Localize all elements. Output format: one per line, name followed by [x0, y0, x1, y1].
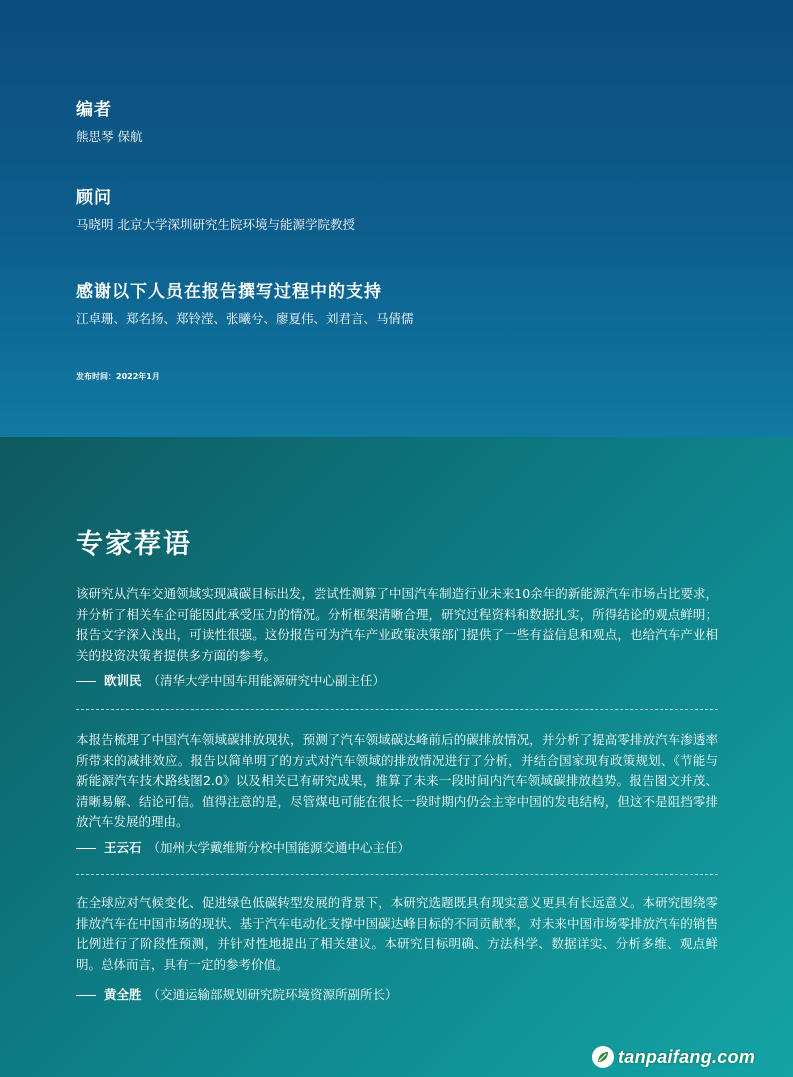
thanks-heading: 感谢以下人员在报告撰写过程中的支持 [76, 282, 382, 302]
divider-1 [76, 709, 718, 710]
leaf-logo-icon [592, 1046, 614, 1068]
review-3-author: 黄全胜 [104, 987, 142, 1002]
signature-dash [76, 848, 96, 849]
credits-section [0, 0, 793, 437]
editors-heading: 编者 [76, 100, 112, 120]
advisor-name: 马晓明 北京大学深圳研究生院环境与能源学院教授 [76, 217, 355, 232]
review-2-text: 本报告梳理了中国汽车领域碳排放现状，预测了汽车领域碳达峰前后的碳排放情况，并分析了提高零排放汽车渗透率所带来的减排效应。报告以简单明了的方式对汽车领域的排放情况进行了分析，并结合国家现有政策规划、《节能与新能源汽车技术路线图2.0》以及相关已有研究成果，推算了未来一段时间内汽车领域碳排放趋势。报告图文并茂、清晰易解、结论可信。值得注意的是，尽管煤电可能在很长一段时期内仍会主宰中国的发电结构，但这不是阻挡零排放汽车发展的理由。 [76, 732, 718, 829]
review-1-signature [76, 671, 385, 689]
review-2-author: 王云石 [104, 840, 142, 855]
expert-section-title: 专家荐语 [76, 529, 192, 560]
review-2-signature [76, 838, 410, 856]
watermark-text: tanpaifang.com [618, 1046, 756, 1067]
tanpaifang-watermark [592, 1044, 755, 1070]
editors-names: 熊思琴 保航 [76, 129, 143, 144]
review-2 [76, 730, 718, 833]
review-1-affiliation: （清华大学中国车用能源研究中心副主任） [147, 673, 386, 688]
review-1-text: 该研究从汽车交通领域实现减碳目标出发，尝试性测算了中国汽车制造行业未来10余年的新能源汽车市场占比要求，并分析了相关车企可能因此承受压力的情况。分析框架清晰合理，研究过程资料和数据扎实，所得结论的观点鲜明；报告文字深入浅出，可读性很强。这份报告可为汽车产业政策决策部门提供了一些有益信息和观点，也给汽车产业相关的投资决策者提供多方面的参考。 [76, 586, 718, 663]
review-3-text: 在全球应对气候变化、促进绿色低碳转型发展的背景下，本研究选题既具有现实意义更具有长远意义。本研究围绕零排放汽车在中国市场的现状、基于汽车电动化支撑中国碳达峰目标的不同贡献率，对未来中国市场零排放汽车的销售比例进行了阶段性预测，并针对性地提出了相关建议。本研究目标明确、方法科学、数据详实、分析多维、观点鲜明。总体而言，具有一定的参考价值。 [76, 895, 718, 972]
signature-dash [76, 681, 96, 682]
thanks-names: 江卓珊、郑名扬、郑铃滢、张曦兮、廖夏伟、刘君言、马倩儒 [76, 311, 414, 326]
review-2-affiliation: （加州大学戴维斯分校中国能源交通中心主任） [147, 840, 411, 855]
divider-2 [76, 874, 718, 875]
advisor-heading: 顾问 [76, 188, 112, 208]
signature-dash [76, 995, 96, 996]
publication-date: 发布时间：2022年1月 [76, 372, 160, 381]
review-3-signature [76, 985, 398, 1003]
review-3 [76, 893, 718, 975]
review-1 [76, 584, 718, 666]
review-3-affiliation: （交通运输部规划研究院环境资源所副所长） [147, 987, 398, 1002]
review-1-author: 欧训民 [104, 673, 142, 688]
